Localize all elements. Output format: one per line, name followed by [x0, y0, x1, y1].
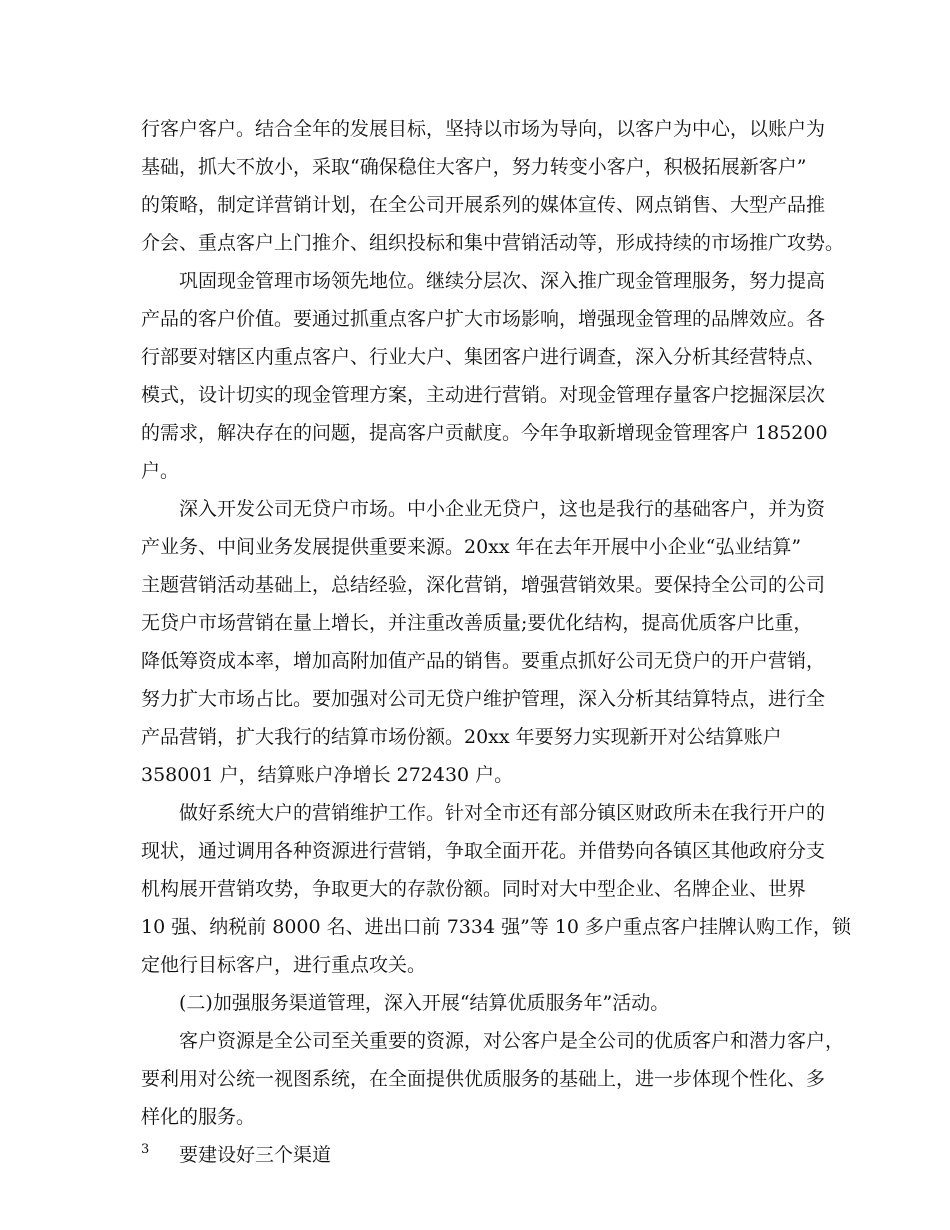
- text-line: 行客户客户。结合全年的发展目标，坚持以市场为导向，以客户为中心，以账户为: [141, 118, 826, 140]
- text-line: 产品营销，扩大我行的结算市场份额。20xx 年要努力实现新开对公结算账户: [141, 726, 782, 748]
- page-number: 3: [141, 1142, 150, 1157]
- text-line: 无贷户市场营销在量上增长，并注重改善质量;要优化结构，提高优质客户比重，: [141, 612, 813, 634]
- text-line: 客户资源是全公司至关重要的资源，对公客户是全公司的优质客户和潜力客户，: [179, 1030, 845, 1052]
- text-line: 主题营销活动基础上，总结经验，深化营销，增强营销效果。要保持全公司的公司: [141, 574, 826, 596]
- section-heading: (二)加强服务渠道管理，深入开展“结算优质服务年”活动。: [179, 992, 670, 1014]
- text-line: 的需求，解决存在的问题，提高客户贡献度。今年争取新增现金管理客户 185200: [141, 422, 828, 444]
- text-line: 介会、重点客户上门推介、组织投标和集中营销活动等，形成持续的市场推广攻势。: [141, 232, 845, 254]
- text-line: 模式，设计切实的现金管理方案，主动进行营销。对现金管理存量客户挖掘深层次: [141, 384, 826, 406]
- text-line: 产业务、中间业务发展提供重要来源。20xx 年在去年开展中小企业“弘业结算”: [141, 536, 802, 558]
- text-line: 巩固现金管理市场领先地位。继续分层次、深入推广现金管理服务，努力提高: [179, 270, 826, 292]
- text-line: 努力扩大市场占比。要加强对公司无贷户维护管理，深入分析其结算特点，进行全: [141, 688, 826, 710]
- text-line: 定他行目标客户，进行重点攻关。: [141, 954, 427, 976]
- text-line: 要建设好三个渠道: [179, 1144, 332, 1166]
- text-line: 基础，抓大不放小，采取“确保稳住大客户，努力转变小客户，积极拓展新客户”: [141, 156, 807, 178]
- text-line: 10 强、纳税前 8000 名、进出口前 7334 强”等 10 多户重点客户挂牌认购工作，锁: [141, 916, 852, 938]
- text-line: 的策略，制定详营销计划，在全公司开展系列的媒体宣传、网点销售、大型产品推: [141, 194, 826, 216]
- text-line: 做好系统大户的营销维护工作。针对全市还有部分镇区财政所未在我行开户的: [179, 802, 826, 824]
- text-line: 样化的服务。: [141, 1106, 256, 1128]
- text-line: 行部要对辖区内重点客户、行业大户、集团客户进行调查，深入分析其经营特点、: [141, 346, 826, 368]
- text-line: 户。: [141, 460, 180, 482]
- text-line: 现状，通过调用各种资源进行营销，争取全面开花。并借势向各镇区其他政府分支: [141, 840, 826, 862]
- text-line: 要利用对公统一视图系统，在全面提供优质服务的基础上，进一步体现个性化、多: [141, 1068, 826, 1090]
- text-line: 358001 户，结算账户净增长 272430 户。: [141, 764, 514, 786]
- text-line: 深入开发公司无贷户市场。中小企业无贷户，这也是我行的基础客户，并为资: [179, 498, 826, 520]
- text-line: 机构展开营销攻势，争取更大的存款份额。同时对大中型企业、名牌企业、世界: [141, 878, 807, 900]
- text-line: 产品的客户价值。要通过抓重点客户扩大市场影响，增强现金管理的品牌效应。各: [141, 308, 826, 330]
- text-line: 降低筹资成本率，增加高附加值产品的销售。要重点抓好公司无贷户的开户营销，: [141, 650, 826, 672]
